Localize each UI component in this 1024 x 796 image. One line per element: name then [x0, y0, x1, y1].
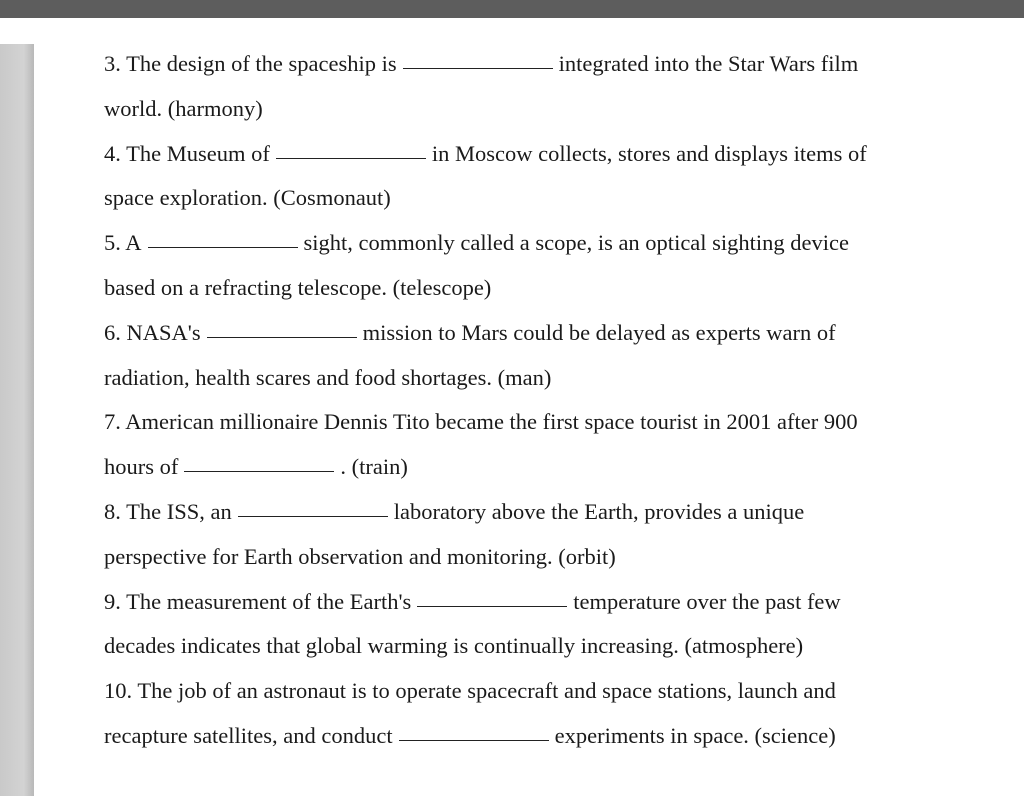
item-9-answer-blank[interactable]	[417, 604, 567, 607]
exercise-item-6-line-1	[104, 314, 1004, 359]
exercise-item-9-line-2	[104, 627, 1004, 672]
item-9-continuation: decades indicates that global warming is continually increasing. (atmosphere)	[104, 633, 804, 659]
exercise-item-4-line-1	[104, 135, 1004, 180]
item-8-answer-blank[interactable]	[238, 514, 388, 517]
exercise-item-5-line-2	[104, 269, 1004, 314]
exercise-item-6-line-2	[104, 359, 1004, 404]
page-gap	[0, 18, 1024, 44]
exercise-item-7-line-1	[104, 403, 1004, 448]
exercise-item-8-line-2	[104, 538, 1004, 583]
exercise-item-9-line-1	[104, 583, 1004, 628]
exercise-item-5-line-1	[104, 224, 1004, 269]
item-8-text-before-blank: 8. The ISS, an	[104, 498, 232, 524]
item-6-text-before-blank: 6. NASA's	[104, 319, 201, 345]
item-7-text-first-line: 7. American millionaire Dennis Tito became the first space tourist in 2001 after 900	[104, 409, 858, 435]
item-4-continuation: space exploration. (Cosmonaut)	[104, 185, 391, 211]
item-7-text-before-blank: hours of	[104, 454, 179, 480]
item-9-text-before-blank: 9. The measurement of the Earth's	[104, 588, 412, 614]
item-7-text-after-blank: . (train)	[340, 454, 408, 480]
item-3-continuation: world. (harmony)	[104, 95, 263, 121]
item-3-text-after-blank: integrated into the Star Wars film	[558, 51, 859, 76]
item-7-answer-blank[interactable]	[184, 469, 334, 472]
exercise-item-7-line-2	[104, 448, 1004, 493]
item-3-text-before-blank: 3. The design of the spaceship is	[104, 51, 397, 76]
top-toolbar-bar	[0, 0, 1024, 18]
item-6-answer-blank[interactable]	[207, 335, 357, 338]
exercise-document	[104, 45, 1004, 762]
exercise-item-3-line-2	[104, 90, 1004, 135]
item-4-text-after-blank: in Moscow collects, stores and displays items of	[431, 140, 867, 166]
item-8-continuation: perspective for Earth observation and monitoring. (orbit)	[104, 543, 616, 569]
item-6-text-after-blank: mission to Mars could be delayed as experts warn of	[362, 319, 836, 345]
item-4-answer-blank[interactable]	[276, 156, 426, 159]
item-5-continuation: based on a refracting telescope. (telescope)	[104, 274, 492, 300]
item-5-answer-blank[interactable]	[148, 245, 298, 248]
item-5-text-after-blank: sight, commonly called a scope, is an optical sighting device	[303, 230, 850, 256]
item-10-text-after-blank: experiments in space. (science)	[554, 722, 836, 748]
item-10-text-first-line: 10. The job of an astronaut is to operate spacecraft and space stations, launch and	[104, 678, 836, 704]
left-page-margin	[0, 44, 34, 796]
item-10-text-before-blank: recapture satellites, and conduct	[104, 722, 393, 748]
item-3-answer-blank[interactable]	[403, 66, 553, 69]
exercise-item-4-line-2	[104, 179, 1004, 224]
item-6-continuation: radiation, health scares and food shortages. (man)	[104, 364, 552, 390]
item-10-answer-blank[interactable]	[399, 738, 549, 741]
exercise-item-3-line-1	[104, 45, 1004, 90]
item-5-text-before-blank: 5. A	[104, 230, 142, 256]
exercise-item-10-line-2	[104, 717, 1004, 762]
item-9-text-after-blank: temperature over the past few	[573, 588, 841, 614]
exercise-item-8-line-1	[104, 493, 1004, 538]
exercise-item-10-line-1	[104, 672, 1004, 717]
item-8-text-after-blank: laboratory above the Earth, provides a unique	[393, 498, 805, 524]
item-4-text-before-blank: 4. The Museum of	[104, 140, 270, 166]
